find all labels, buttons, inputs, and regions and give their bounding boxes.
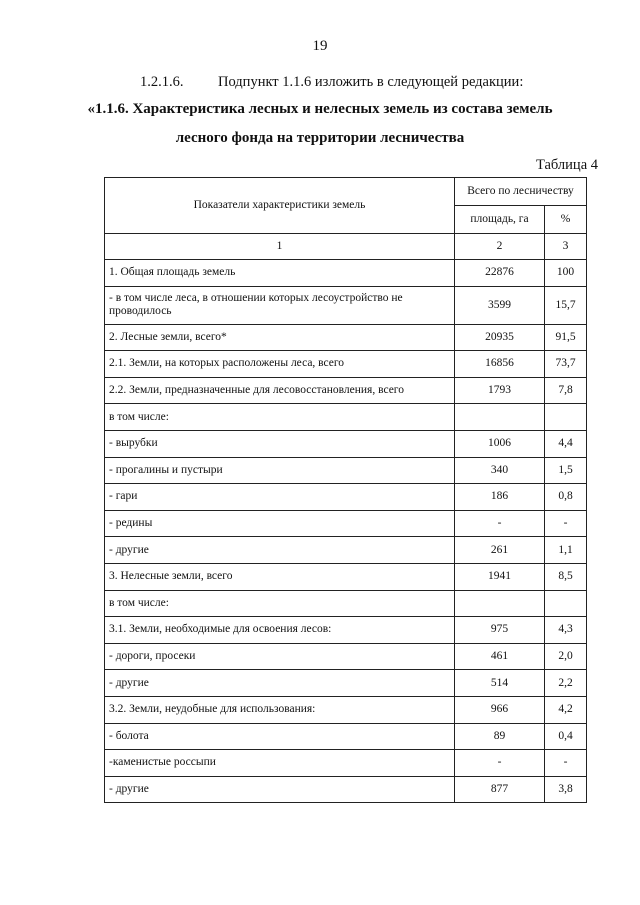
row-area — [455, 590, 545, 617]
table-row — [105, 430, 587, 457]
table-row — [105, 324, 587, 351]
header-area: площадь, га — [455, 206, 545, 234]
row-percent: 15,7 — [545, 286, 587, 324]
table-row — [105, 563, 587, 590]
row-area: 966 — [455, 696, 545, 723]
row-percent: - — [545, 750, 587, 777]
table-row — [105, 750, 587, 777]
table-row — [105, 776, 587, 803]
table-row — [105, 670, 587, 697]
row-area: 877 — [455, 776, 545, 803]
row-area: 975 — [455, 617, 545, 644]
table-row — [105, 510, 587, 537]
row-label: 3.1. Земли, необходимые для освоения лесов: — [105, 617, 455, 644]
row-area: 1006 — [455, 430, 545, 457]
row-label: 3. Нелесные земли, всего — [105, 563, 455, 590]
row-area: 1941 — [455, 563, 545, 590]
row-percent: 0,4 — [545, 723, 587, 750]
table-row — [105, 723, 587, 750]
table-row — [105, 617, 587, 644]
row-label: - другие — [105, 670, 455, 697]
row-percent: 100 — [545, 260, 587, 287]
row-area: 186 — [455, 484, 545, 511]
column-number-2: 2 — [455, 234, 545, 260]
section-heading-line-2: лесного фонда на территории лесничества — [175, 130, 465, 146]
row-area: - — [455, 510, 545, 537]
row-label: 2.2. Земли, предназначенные для лесовосстановления, всего — [105, 377, 455, 404]
table-row — [105, 537, 587, 564]
row-area: 89 — [455, 723, 545, 750]
row-label: - болота — [105, 723, 455, 750]
row-percent: 4,2 — [545, 696, 587, 723]
row-area: 22876 — [455, 260, 545, 287]
header-group: Всего по лесничеству — [455, 178, 587, 206]
row-label: - другие — [105, 537, 455, 564]
table-row — [105, 260, 587, 287]
amendment-text: Подпункт 1.1.6 изложить в следующей редакции: — [218, 74, 524, 90]
row-percent: 1,1 — [545, 537, 587, 564]
row-label: -каменистые россыпи — [105, 750, 455, 777]
row-label: 1. Общая площадь земель — [105, 260, 455, 287]
row-area: 340 — [455, 457, 545, 484]
row-area: 1793 — [455, 377, 545, 404]
table-row — [105, 696, 587, 723]
table-row — [105, 457, 587, 484]
table-row — [105, 351, 587, 378]
row-percent: 91,5 — [545, 324, 587, 351]
land-characteristics-table — [104, 177, 587, 803]
table-row — [105, 377, 587, 404]
row-label: в том числе: — [105, 404, 455, 431]
column-number-1: 1 — [105, 234, 455, 260]
row-area: 16856 — [455, 351, 545, 378]
amendment-line — [140, 74, 523, 91]
row-percent: 4,4 — [545, 430, 587, 457]
page-number: 19 — [312, 38, 328, 54]
table-row — [105, 643, 587, 670]
row-percent: 8,5 — [545, 563, 587, 590]
row-area: 461 — [455, 643, 545, 670]
row-label: 3.2. Земли, неудобные для использования: — [105, 696, 455, 723]
row-area: 20935 — [455, 324, 545, 351]
row-area: - — [455, 750, 545, 777]
row-area: 514 — [455, 670, 545, 697]
row-percent: 73,7 — [545, 351, 587, 378]
row-percent: 2,2 — [545, 670, 587, 697]
row-label: - другие — [105, 776, 455, 803]
row-percent: 3,8 — [545, 776, 587, 803]
table-row — [105, 286, 587, 324]
row-area: 261 — [455, 537, 545, 564]
table-header-row — [105, 178, 587, 206]
row-label: - в том числе леса, в отношении которых лесоустройство не проводилось — [105, 286, 455, 324]
header-indicator: Показатели характеристики земель — [105, 178, 455, 234]
row-label: в том числе: — [105, 590, 455, 617]
table-label: Таблица 4 — [535, 157, 598, 173]
row-label: - дороги, просеки — [105, 643, 455, 670]
row-label: - прогалины и пустыри — [105, 457, 455, 484]
amendment-number: 1.2.1.6. — [140, 74, 184, 90]
table-row — [105, 484, 587, 511]
row-area — [455, 404, 545, 431]
row-label: 2. Лесные земли, всего* — [105, 324, 455, 351]
row-percent: 7,8 — [545, 377, 587, 404]
header-percent: % — [545, 206, 587, 234]
section-heading-line-1: «1.1.6. Характеристика лесных и нелесных земель из состава земель — [87, 101, 553, 117]
row-label: 2.1. Земли, на которых расположены леса, всего — [105, 351, 455, 378]
row-percent: 1,5 — [545, 457, 587, 484]
column-number-row — [105, 234, 587, 260]
row-label: - гари — [105, 484, 455, 511]
row-percent — [545, 404, 587, 431]
row-percent — [545, 590, 587, 617]
row-percent: - — [545, 510, 587, 537]
row-percent: 2,0 — [545, 643, 587, 670]
row-label: - вырубки — [105, 430, 455, 457]
row-percent: 4,3 — [545, 617, 587, 644]
row-label: - редины — [105, 510, 455, 537]
row-percent: 0,8 — [545, 484, 587, 511]
row-area: 3599 — [455, 286, 545, 324]
column-number-3: 3 — [545, 234, 587, 260]
table-row — [105, 590, 587, 617]
table-row — [105, 404, 587, 431]
